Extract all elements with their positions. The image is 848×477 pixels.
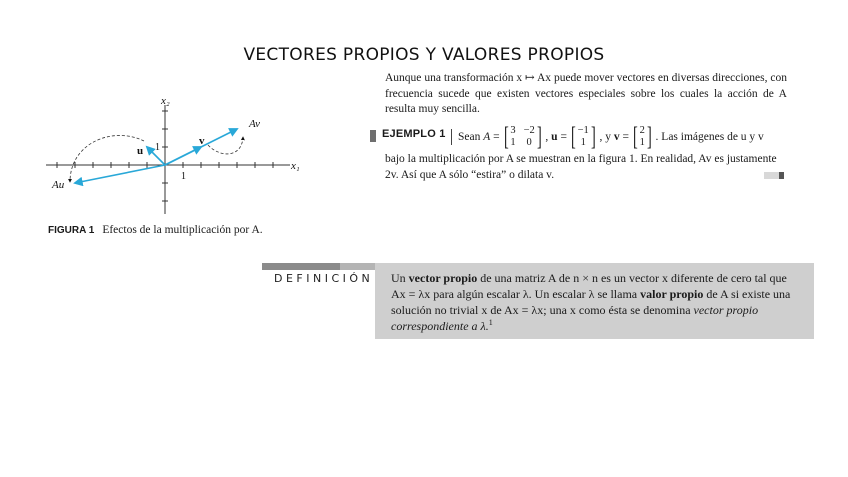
definition-term: valor propio	[640, 287, 704, 301]
vector-v-entry: 1	[639, 137, 645, 148]
figure-caption	[48, 224, 263, 236]
figure-1-diagram	[42, 92, 312, 220]
label-u: u	[137, 145, 144, 157]
label-x2: x₂	[161, 95, 170, 107]
example-math: Sean A = [ 3 −2 1 0 ] , u = [ −1 1 ] , y v = [ 2 1 ] . Las imágenes de u y v	[458, 122, 764, 151]
label-v: v	[199, 135, 205, 147]
matrix-a-entry: 0	[526, 137, 532, 148]
example-divider	[451, 129, 452, 145]
matrix-a-entry: 3	[510, 125, 516, 136]
label-Av: Av	[249, 118, 260, 130]
definition-text: de una matriz A de n × n es un vector x diferente de cero tal que Ax = λx para algún escalar λ. Un escalar λ se llama	[391, 271, 787, 301]
arc-u-to-Au	[70, 135, 144, 182]
definition-term: vector propio	[408, 271, 478, 285]
matrix-a-entry: −2	[523, 125, 535, 136]
vector-u-entry: 1	[580, 137, 586, 148]
footnote-mark: 1	[488, 318, 493, 327]
matrix-a-name: A	[483, 131, 491, 143]
example-tail: . Las imágenes de u y v	[655, 131, 764, 143]
matrix-a-entry: 1	[510, 137, 516, 148]
arc-v-to-Av	[208, 137, 243, 154]
definition-text: Un	[391, 271, 409, 285]
vector-u-name: u	[551, 131, 558, 143]
example-lead: Sean	[458, 131, 481, 143]
example-label: EJEMPLO 1	[382, 128, 446, 140]
example-body: bajo la multiplicación por A se muestran en la figura 1. En realidad, Av es justamente 2v. Así que A sólo “estira” o dilata v.	[385, 153, 777, 181]
tick-label-y: 1	[155, 142, 160, 153]
figure-label: FIGURA 1	[48, 225, 95, 236]
vector-u-entry: −1	[577, 125, 589, 136]
example-1-header	[370, 121, 790, 153]
vector-u-column: [ −1 1 ]	[570, 122, 596, 151]
definition-box	[375, 263, 814, 339]
intro-paragraph: Aunque una transformación x ↦ Ax puede mover vectores en diversas direcciones, con frecuencia sucede que existen vectores especiales sobre los cuales la acción de A resulta muy sencilla.	[385, 72, 787, 115]
example-y-word: y	[605, 131, 611, 143]
vector-v-entry: 2	[639, 125, 645, 136]
matrix-a: [ 3 −2 1 0 ]	[503, 122, 542, 151]
label-x1: x₁	[291, 160, 300, 172]
definition-label: DEFINICIÓN	[274, 272, 374, 285]
definition-term: vector propio correspondiente a λ.	[391, 303, 759, 333]
figure-caption-text: Efectos de la multiplicación por A.	[102, 224, 263, 236]
vector-v-name: v	[613, 131, 620, 143]
page-title: VECTORES PROPIOS Y VALORES PROPIOS	[243, 45, 605, 65]
definition-strip-accent	[340, 263, 375, 270]
vector-v-column: [ 2 1 ]	[632, 122, 652, 151]
definition-text: de A si existe una solución no trivial x de Ax = λx; una x como ésta se denomina	[391, 287, 791, 317]
example-marker	[370, 130, 376, 142]
tick-label-x: 1	[181, 171, 186, 182]
label-Au: Au	[52, 179, 65, 191]
end-of-example-marker	[764, 172, 784, 179]
vector-Au	[75, 165, 165, 183]
